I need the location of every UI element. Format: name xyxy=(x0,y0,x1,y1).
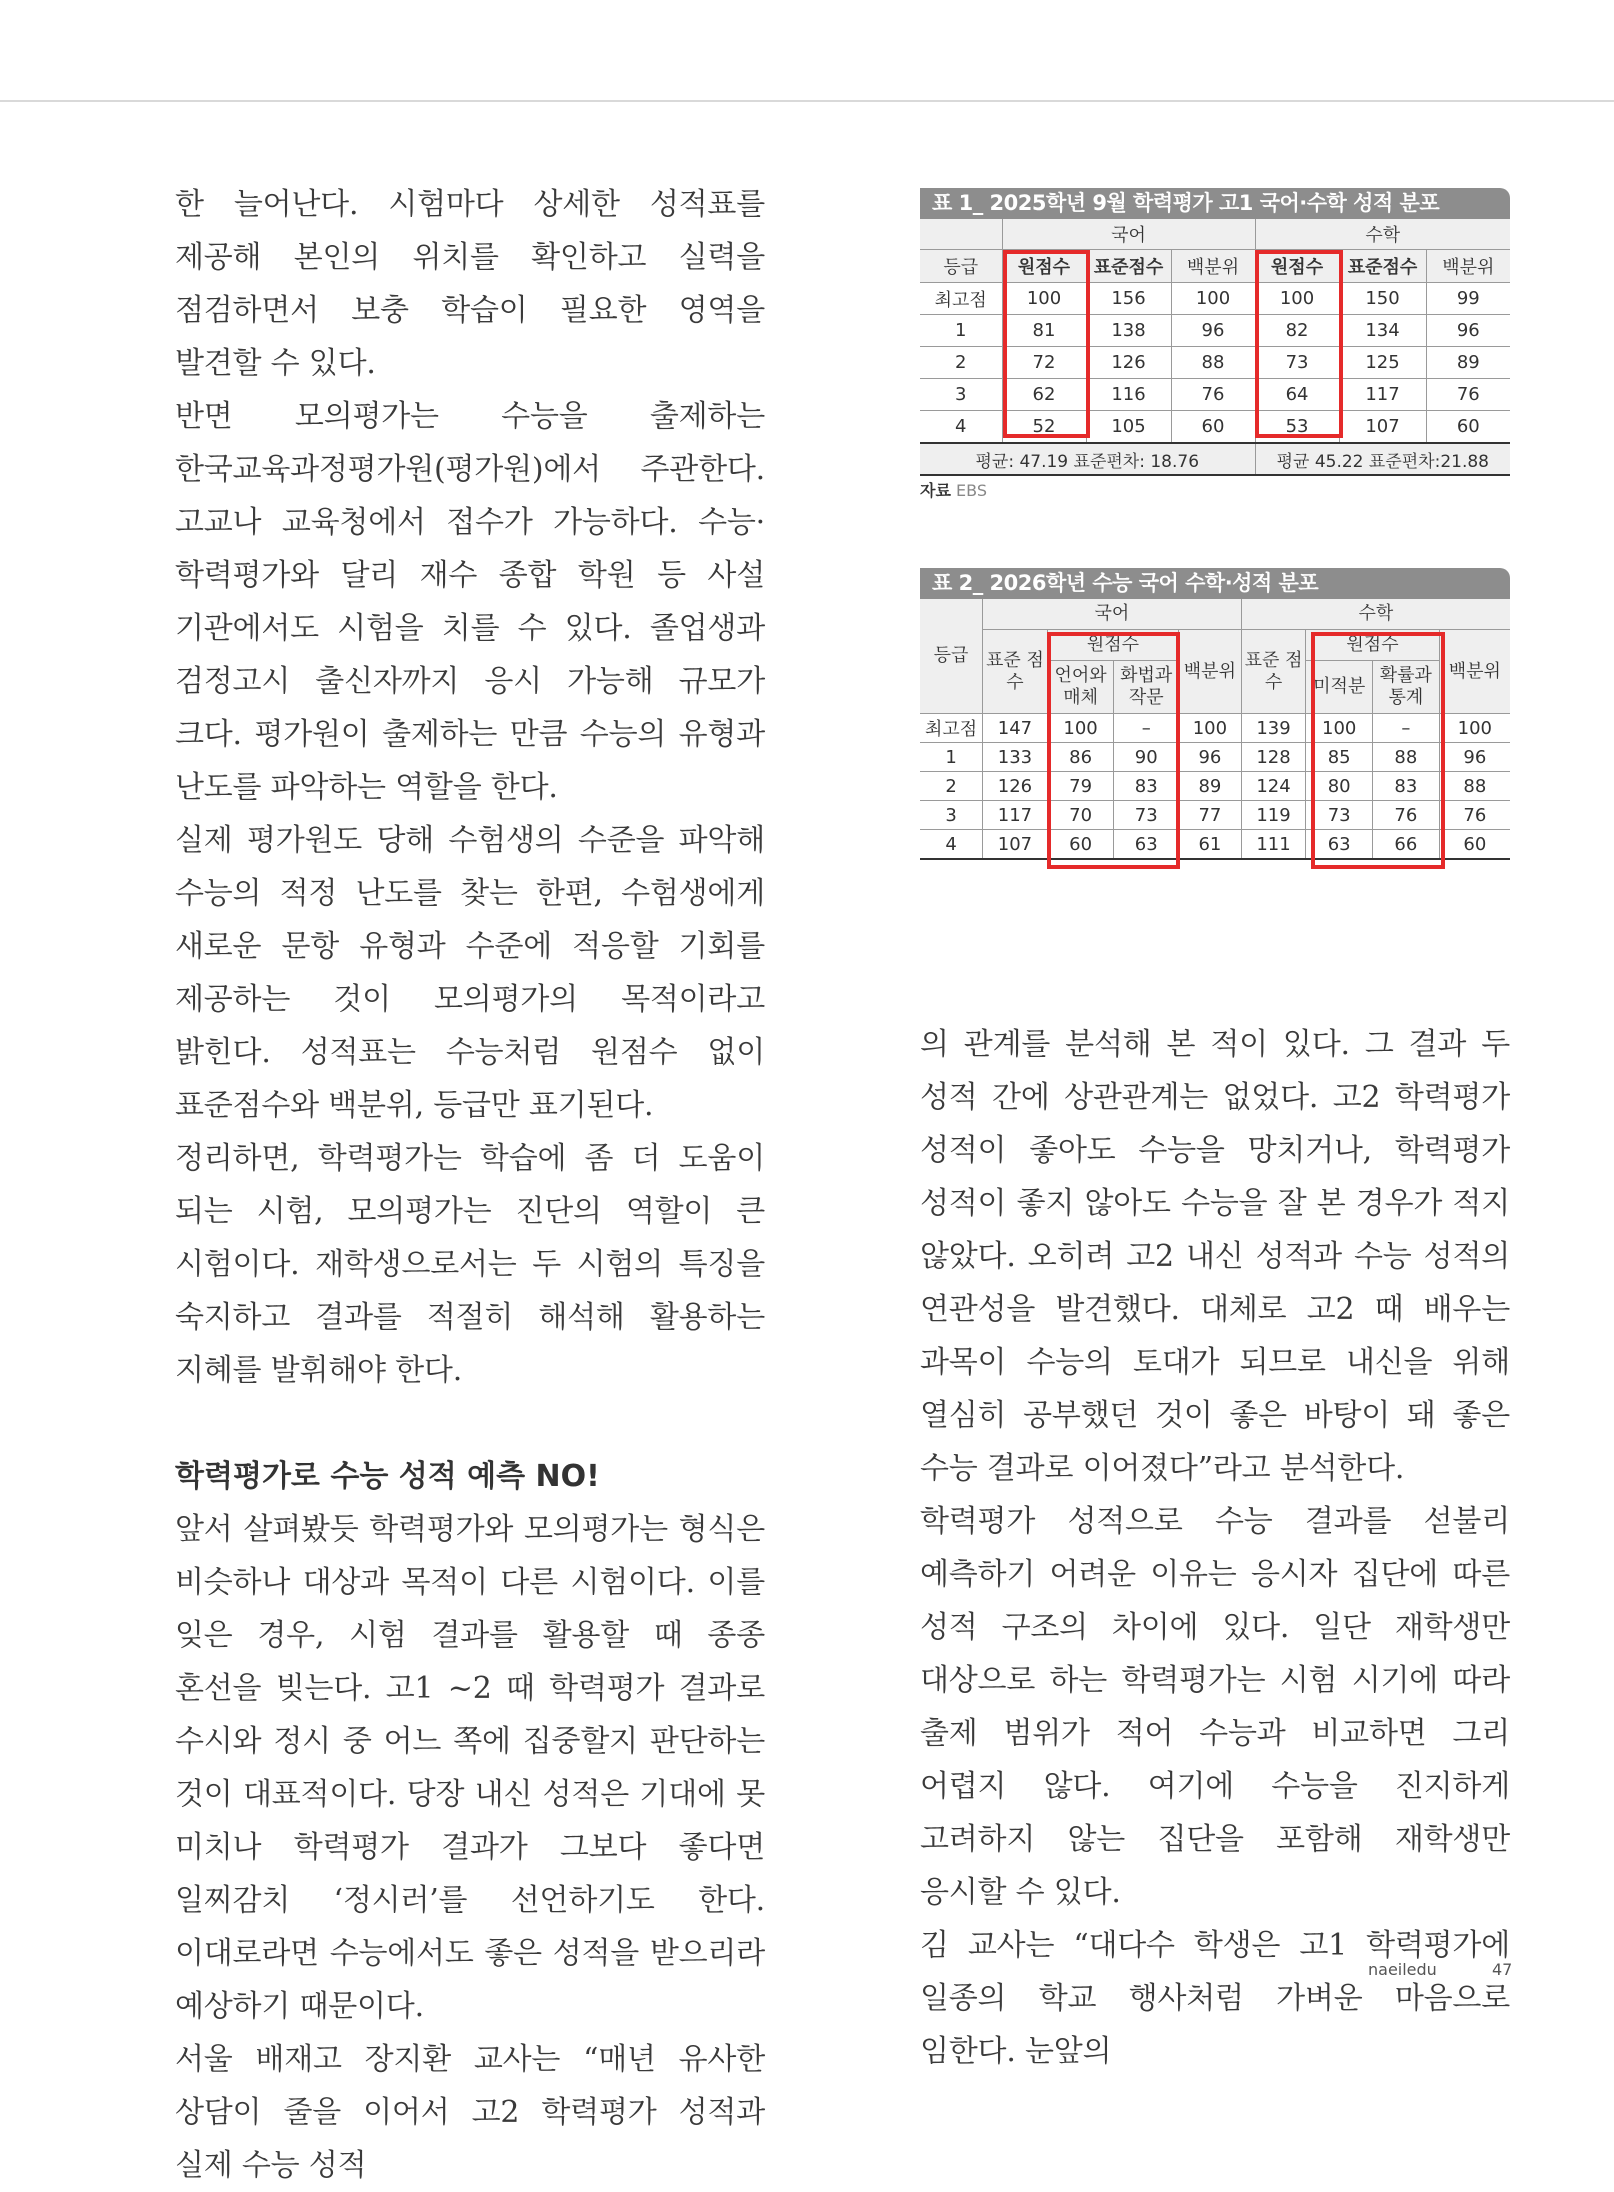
table-cell: – xyxy=(1373,714,1440,743)
body-paragraph: 서울 배재고 장지환 교사는 “매년 유사한 상담이 줄을 이어서 고2 학력평가 성적과 실제 수능 성적 xyxy=(175,2042,765,2183)
table-cell: 최고점 xyxy=(920,714,983,743)
source-value: EBS xyxy=(956,481,987,500)
table-header: 미적분 xyxy=(1306,661,1373,714)
table-cell: 105 xyxy=(1086,411,1171,444)
table-header: 확률과 통계 xyxy=(1373,661,1440,714)
table-cell: 124 xyxy=(1241,772,1306,801)
table-cell: 88 xyxy=(1439,772,1510,801)
table-cell: 77 xyxy=(1179,801,1242,830)
table-cell: 최고점 xyxy=(920,283,1002,315)
table-cell: 60 xyxy=(1171,411,1255,444)
table-cell: 66 xyxy=(1373,830,1440,860)
table-cell: 147 xyxy=(983,714,1048,743)
body-paragraph: 정리하면, 학력평가는 학습에 좀 더 도움이 되는 시험, 모의평가는 진단의 역할이 큰 시험이다. 재학생으로서는 두 시험의 특징을 숙지하고 결과를 적절히 해석해 활용하는 지혜를 발휘해야 한다. xyxy=(175,1141,765,1388)
table-cell: 125 xyxy=(1339,347,1426,379)
table-row xyxy=(920,315,1510,347)
table-header xyxy=(920,219,1002,250)
body-paragraph: 반면 모의평가는 수능을 출제하는 한국교육과정평가원(평가원)에서 주관한다. 고교나 교육청에서 접수가 가능하다. 수능·학력평가와 달리 재수 종합 학원 등 사설 기관에서도 시험을 치를 수 있다. 졸업생과 검정고시 출신자까지 응시 가능해 규모가 크다. 평가원이 출제하는 만큼 수능의 유형과 난도를 파악하는 역할을 한다. xyxy=(175,399,765,805)
table-cell: 99 xyxy=(1426,283,1510,315)
table-cell: 4 xyxy=(920,830,983,860)
table-1-title: 표 1_ 2025학년 9월 학력평가 고1 국어·수학 성적 분포 xyxy=(920,188,1510,219)
table-cell: 82 xyxy=(1255,315,1339,347)
table-cell: 1 xyxy=(920,743,983,772)
table-row xyxy=(920,743,1510,772)
table-row xyxy=(920,379,1510,411)
table-cell: 63 xyxy=(1114,830,1179,860)
right-column xyxy=(920,1018,1513,2078)
table-cell: 83 xyxy=(1373,772,1440,801)
section-subheading: 학력평가로 수능 성적 예측 NO! xyxy=(175,1459,600,1494)
source-label: 자료 xyxy=(920,481,951,500)
table-cell: 79 xyxy=(1047,772,1114,801)
table-cell: 60 xyxy=(1426,411,1510,444)
table-cell: 61 xyxy=(1179,830,1242,860)
table-cell: 76 xyxy=(1171,379,1255,411)
table-cell: 63 xyxy=(1306,830,1373,860)
table-cell: 138 xyxy=(1086,315,1171,347)
table-cell: 156 xyxy=(1086,283,1171,315)
table-cell: 70 xyxy=(1047,801,1114,830)
table-cell: 3 xyxy=(920,801,983,830)
table-header: 백분위 xyxy=(1179,630,1242,714)
table-cell: 107 xyxy=(983,830,1048,860)
table-header: 표준 점수 xyxy=(983,630,1048,714)
table-cell: 117 xyxy=(983,801,1048,830)
table-header: 원점수 xyxy=(1002,250,1086,283)
table-cell: 83 xyxy=(1114,772,1179,801)
table-cell: 100 xyxy=(1439,714,1510,743)
table-cell: 117 xyxy=(1339,379,1426,411)
table-cell: 150 xyxy=(1339,283,1426,315)
table-cell: 85 xyxy=(1306,743,1373,772)
left-column xyxy=(175,178,765,2192)
table-cell: 52 xyxy=(1002,411,1086,444)
table-cell: 86 xyxy=(1047,743,1114,772)
table-cell: 4 xyxy=(920,411,1002,444)
table-cell: 80 xyxy=(1306,772,1373,801)
table-header: 표준 점수 xyxy=(1241,630,1306,714)
table-header: 원점수 xyxy=(1306,630,1439,661)
table-header: 등급 xyxy=(920,599,983,714)
table-cell: 76 xyxy=(1439,801,1510,830)
table-row xyxy=(920,801,1510,830)
table-group-header: 수학 xyxy=(1255,219,1510,250)
table-cell: 126 xyxy=(1086,347,1171,379)
top-divider xyxy=(0,100,1614,102)
table-cell: 96 xyxy=(1171,315,1255,347)
table-group-header: 수학 xyxy=(1241,599,1510,630)
table-cell: 89 xyxy=(1179,772,1242,801)
body-paragraph: 한 늘어난다. 시험마다 상세한 성적표를 제공해 본인의 위치를 확인하고 실력을 점검하면서 보충 학습이 필요한 영역을 발견할 수 있다. xyxy=(175,187,765,381)
table-cell: 2 xyxy=(920,772,983,801)
table-2-grid xyxy=(920,599,1510,860)
table-header: 언어와 매체 xyxy=(1047,661,1114,714)
table-row xyxy=(920,830,1510,860)
table-header: 백분위 xyxy=(1439,630,1510,714)
body-paragraph: 학력평가 성적으로 수능 결과를 섣불리 예측하기 어려운 이유는 응시자 집단에 따른 성적 구조의 차이에 있다. 일단 재학생만 대상으로 하는 학력평가는 시험 시기에 따라 출제 범위가 적어 수능과 비교하면 그리 어렵지 않다. 여기에 수능을 진지하게 고려하지 않는 집단을 포함해 재학생만 응시할 수 있다. xyxy=(920,1504,1510,1910)
table-header: 표준점수 xyxy=(1086,250,1171,283)
table-group-header: 국어 xyxy=(1002,219,1255,250)
table-cell: 133 xyxy=(983,743,1048,772)
table-cell: 76 xyxy=(1373,801,1440,830)
body-paragraph: 실제 평가원도 당해 수험생의 수준을 파악해 수능의 적정 난도를 찾는 한편, 수험생에게 새로운 문항 유형과 수준에 적응할 기회를 제공하는 것이 모의평가의 목적이라고 밝힌다. 성적표는 수능처럼 원점수 없이 표준점수와 백분위, 등급만 표기된다. xyxy=(175,823,765,1123)
body-paragraph: 앞서 살펴봤듯 학력평가와 모의평가는 형식은 비슷하나 대상과 목적이 다른 시험이다. 이를 잊은 경우, 시험 결과를 활용할 때 종종 혼선을 빚는다. 고1 ~2 때 학력평가 결과로 수시와 정시 중 어느 쪽에 집중할지 판단하는 것이 대표적이다. 당장 내신 성적은 기대에 못 미치나 학력평가 결과가 그보다 좋다면 일찌감치 ‘정시러’를 선언하기도 한다. 이대로라면 수능에서도 좋은 성적을 받으리라 예상하기 때문이다. xyxy=(175,1512,765,2024)
table-cell: 73 xyxy=(1255,347,1339,379)
table-cell: 100 xyxy=(1047,714,1114,743)
table-row xyxy=(920,714,1510,743)
table-cell: 128 xyxy=(1241,743,1306,772)
table-cell: 96 xyxy=(1439,743,1510,772)
table-cell: 64 xyxy=(1255,379,1339,411)
body-paragraph: 의 관계를 분석해 본 적이 있다. 그 결과 두 성적 간에 상관관계는 없었다. 고2 학력평가 성적이 좋아도 수능을 망치거나, 학력평가 성적이 좋지 않아도 수능을 잘 본 경우가 적지 않았다. 오히려 고2 내신 성적과 수능 성적의 연관성을 발견했다. 대체로 고2 때 배우는 과목이 수능의 토대가 되므로 내신을 위해 열심히 공부했던 것이 좋은 바탕이 돼 좋은 수능 결과로 이어졌다”라고 분석한다. xyxy=(920,1027,1510,1486)
table-row xyxy=(920,772,1510,801)
table-header: 원점수 xyxy=(1047,630,1178,661)
footer-brand: naeiledu xyxy=(1368,1960,1437,1979)
table-cell: 53 xyxy=(1255,411,1339,444)
table-cell: 3 xyxy=(920,379,1002,411)
table-cell: 96 xyxy=(1179,743,1242,772)
body-paragraph: 김 교사는 “대다수 학생은 고1 학력평가에 일종의 학교 행사처럼 가벼운 마음으로 임한다. 눈앞의 xyxy=(920,1928,1510,2069)
table-cell: 1 xyxy=(920,315,1002,347)
table-cell: 134 xyxy=(1339,315,1426,347)
table-cell: 62 xyxy=(1002,379,1086,411)
page-number: 47 xyxy=(1492,1960,1513,1979)
table-cell: 2 xyxy=(920,347,1002,379)
table-1-source xyxy=(920,478,987,501)
table-cell: 76 xyxy=(1426,379,1510,411)
table-cell: 139 xyxy=(1241,714,1306,743)
table-2 xyxy=(920,568,1510,860)
table-cell: 73 xyxy=(1306,801,1373,830)
table-cell: 111 xyxy=(1241,830,1306,860)
table-header: 백분위 xyxy=(1171,250,1255,283)
table-cell: 119 xyxy=(1241,801,1306,830)
table-cell: 72 xyxy=(1002,347,1086,379)
table-cell: 100 xyxy=(1306,714,1373,743)
table-row xyxy=(920,411,1510,444)
table-group-header: 국어 xyxy=(983,599,1242,630)
table-cell: 100 xyxy=(1171,283,1255,315)
table-cell: 96 xyxy=(1426,315,1510,347)
table-cell: 100 xyxy=(1002,283,1086,315)
table-header: 화법과 작문 xyxy=(1114,661,1179,714)
table-cell: – xyxy=(1114,714,1179,743)
table-cell: 126 xyxy=(983,772,1048,801)
table-cell: 60 xyxy=(1047,830,1114,860)
table-cell: 73 xyxy=(1114,801,1179,830)
table-header: 표준점수 xyxy=(1339,250,1426,283)
table-cell: 100 xyxy=(1179,714,1242,743)
table-cell: 88 xyxy=(1171,347,1255,379)
table-header: 등급 xyxy=(920,250,1002,283)
table-cell: 60 xyxy=(1439,830,1510,860)
table-cell: 90 xyxy=(1114,743,1179,772)
table-cell: 81 xyxy=(1002,315,1086,347)
table-cell: 107 xyxy=(1339,411,1426,444)
table-footer-note: 평균 45.22 표준편차:21.88 xyxy=(1255,443,1510,475)
table-row xyxy=(920,283,1510,315)
table-cell: 88 xyxy=(1373,743,1440,772)
table-cell: 100 xyxy=(1255,283,1339,315)
table-cell: 116 xyxy=(1086,379,1171,411)
table-header: 백분위 xyxy=(1426,250,1510,283)
table-row xyxy=(920,347,1510,379)
table-cell: 89 xyxy=(1426,347,1510,379)
table-footer-note: 평균: 47.19 표준편차: 18.76 xyxy=(920,443,1255,475)
table-2-title: 표 2_ 2026학년 수능 국어 수학·성적 분포 xyxy=(920,568,1510,599)
table-1 xyxy=(920,188,1510,476)
table-1-grid xyxy=(920,219,1510,476)
table-header: 원점수 xyxy=(1255,250,1339,283)
